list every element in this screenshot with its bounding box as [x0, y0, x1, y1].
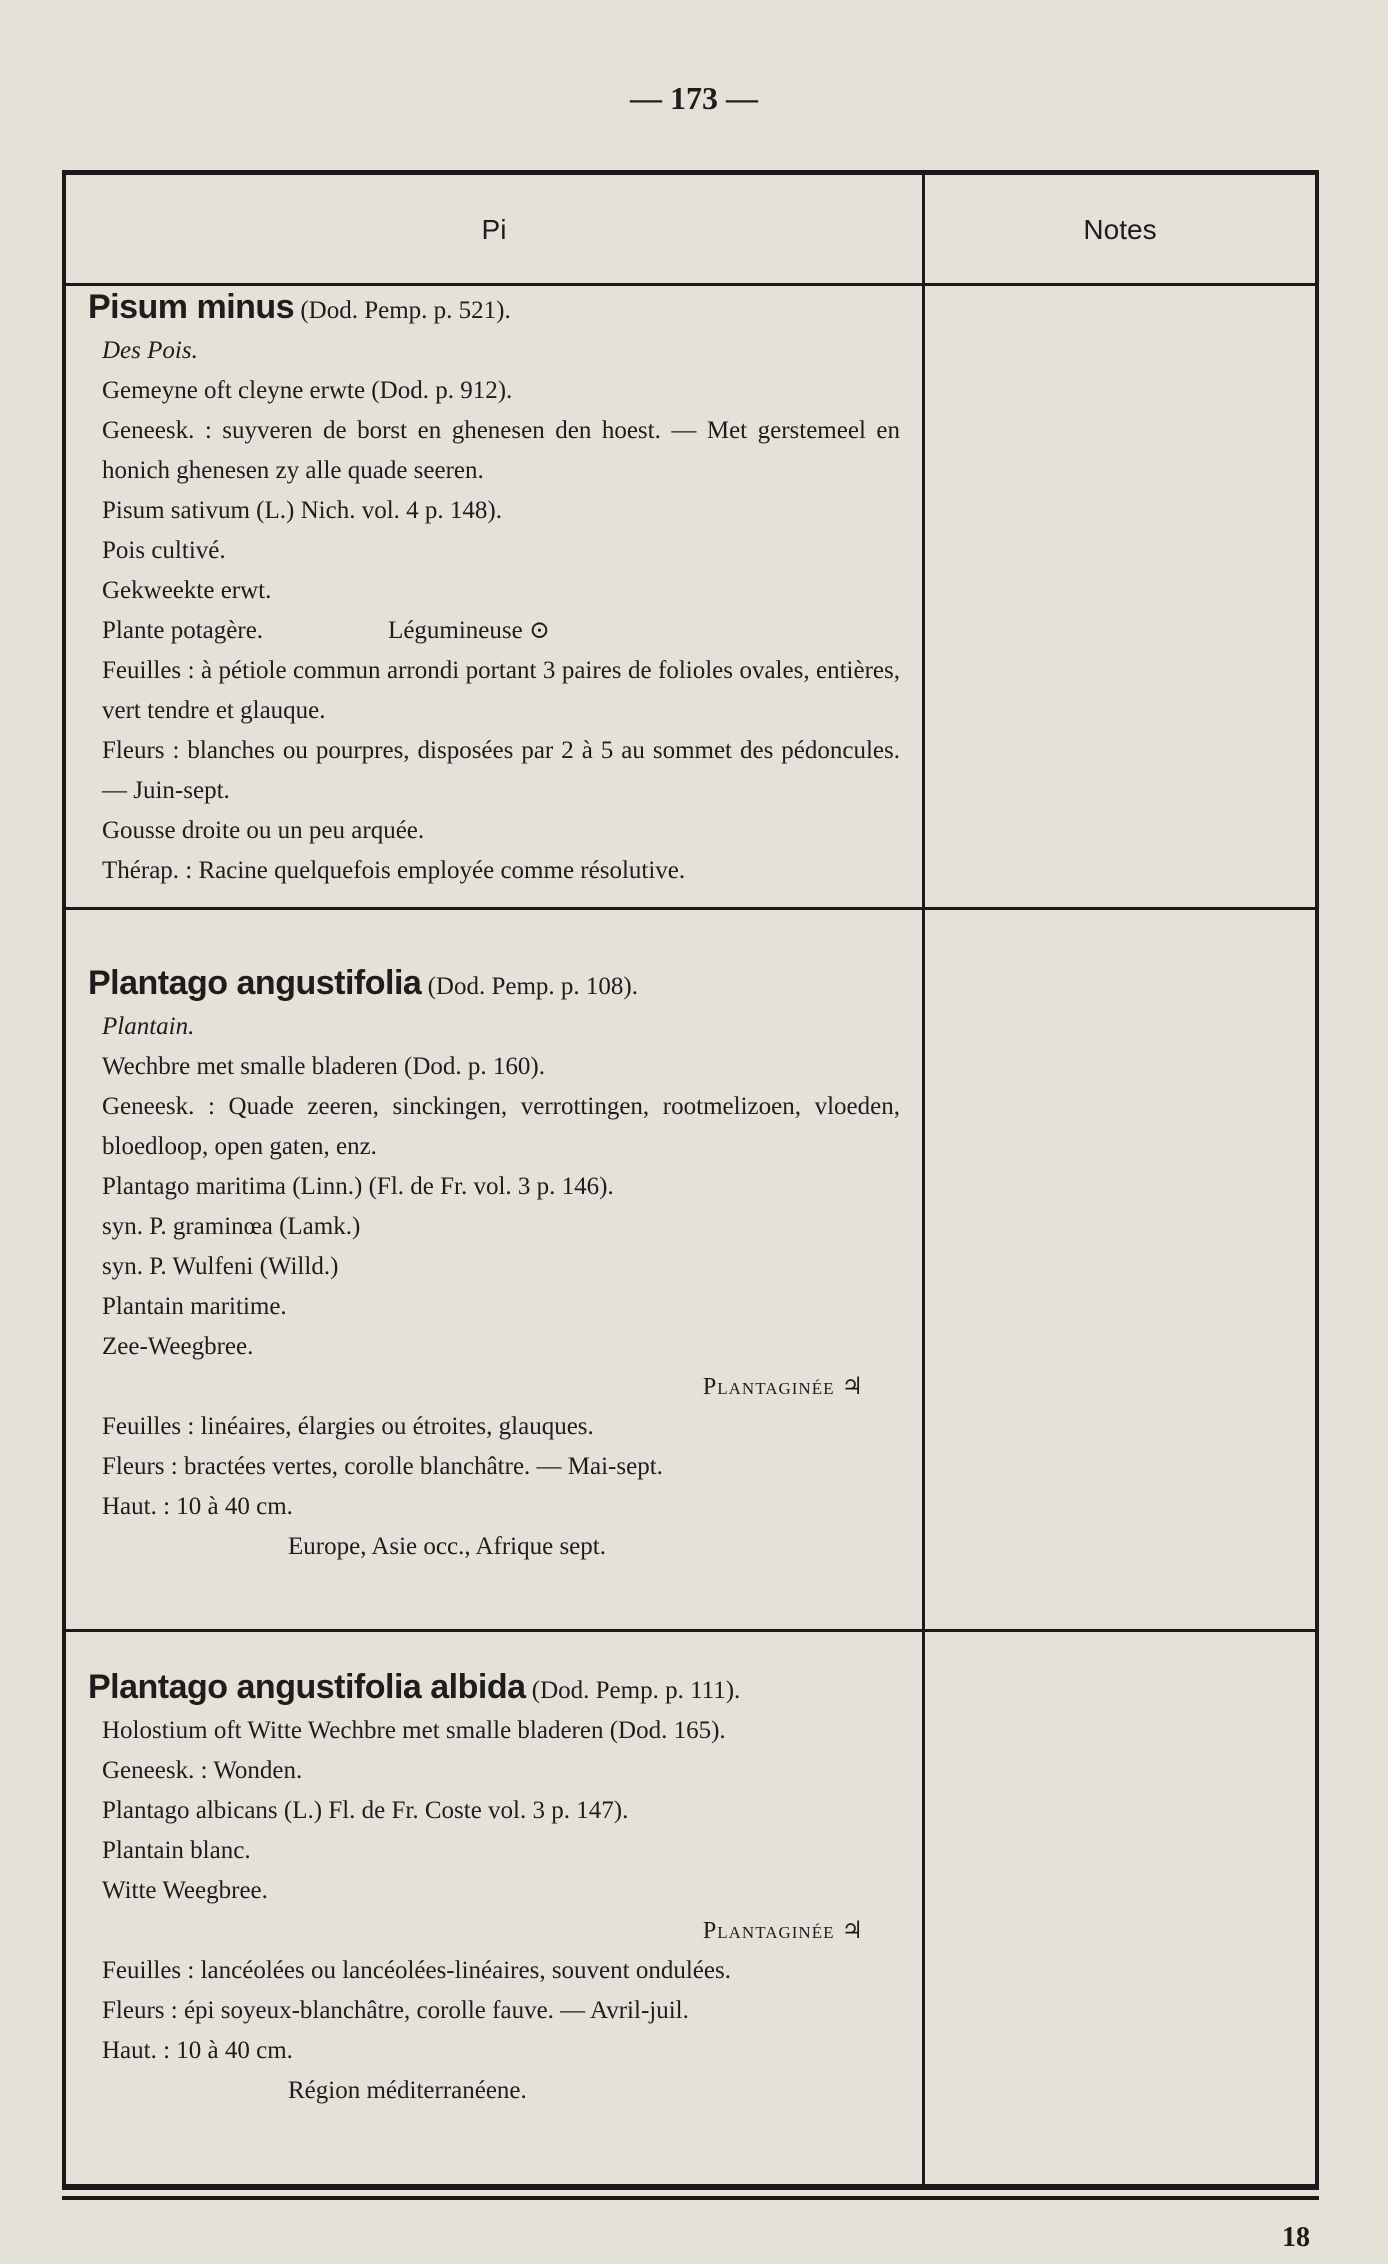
entry-line: Haut. : 10 à 40 cm. [102, 2037, 293, 2064]
entry-line: Pisum sativum (L.) Nich. vol. 4 p. 148). [102, 497, 502, 524]
header-rule [66, 283, 1315, 286]
entry-line: Holostium oft Witte Wechbre met smalle bladeren (Dod. 165). [102, 1717, 726, 1744]
species-reference: (Dod. Pemp. p. 521). [300, 297, 511, 324]
column-header-notes: Notes [1083, 214, 1157, 245]
entry-line: Europe, Asie occ., Afrique sept. [288, 1533, 606, 1560]
entry-line: Plantago albicans (L.) Fl. de Fr. Coste vol. 3 p. 147). [102, 1797, 629, 1824]
entry-line: Geneesk. : Quade zeeren, sinckingen, verrottingen, rootmelizoen, vloeden, bloedloop, open gaten, enz. [102, 1093, 907, 1160]
entry-line: Feuilles : lancéolées ou lancéolées-linéaires, souvent ondulées. [102, 1957, 731, 1984]
entry-plantago-angustifolia-albida [88, 1667, 900, 2111]
entry-line: Région méditerranéene. [288, 2077, 527, 2104]
entry-line: Plante potagère. Légumineuse ⊙ [102, 617, 550, 644]
species-reference: (Dod. Pemp. p. 111). [531, 1677, 741, 1704]
entry-line: Plantaginée ♃ [702, 1918, 864, 1944]
column-divider [922, 175, 925, 2184]
entry-line: syn. P. Wulfeni (Willd.) [102, 1253, 339, 1280]
entry-line: Plantaginée ♃ [702, 1374, 864, 1400]
entry-line: syn. P. graminœa (Lamk.) [102, 1213, 361, 1240]
column-header-pi: Pi [481, 214, 507, 245]
entry-line: Pois cultivé. [102, 537, 226, 564]
entry-line: Fleurs : bractées vertes, corolle blanchâtre. — Mai-sept. [102, 1453, 663, 1480]
entry-line: Feuilles : à pétiole commun arrondi portant 3 paires de folioles ovales, entières, vert tendre et glauque. [102, 657, 907, 724]
entry-pisum-minus [88, 287, 907, 891]
entry-line: Fleurs : épi soyeux-blanchâtre, corolle fauve. — Avril-juil. [102, 1997, 689, 2024]
entry-rule [66, 907, 1315, 910]
entry-line: Wechbre met smalle bladeren (Dod. p. 160). [102, 1053, 545, 1080]
species-name: Plantago angustifolia albida [88, 1668, 526, 1706]
page-number: — 173 — [630, 80, 758, 116]
signature-mark: 18 [1282, 2222, 1310, 2253]
species-reference: (Dod. Pemp. p. 108). [427, 973, 638, 1000]
entry-title [88, 287, 900, 331]
species-name: Pisum minus [88, 288, 295, 326]
entry-line: Plantago maritima (Linn.) (Fl. de Fr. vol. 3 p. 146). [102, 1173, 614, 1200]
entry-rule [66, 1629, 1315, 1632]
entry-line: Witte Weegbree. [102, 1877, 268, 1904]
entry-line: Fleurs : blanches ou pourpres, disposées par 2 à 5 au sommet des pédoncules. — Juin-sept. [102, 737, 907, 804]
entry-title [88, 963, 900, 1007]
entry-line: Geneesk. : Wonden. [102, 1757, 303, 1784]
entry-line: Zee-Weegbree. [102, 1333, 254, 1360]
entry-line: Thérap. : Racine quelquefois employée comme résolutive. [102, 857, 686, 884]
species-name: Plantago angustifolia [88, 964, 422, 1002]
entry-line: Plantain maritime. [102, 1293, 287, 1320]
entries-table [62, 170, 1319, 2190]
entry-plantago-angustifolia [88, 963, 907, 1567]
entry-line: Gousse droite ou un peu arquée. [102, 817, 425, 844]
entry-line: Feuilles : linéaires, élargies ou étroites, glauques. [102, 1413, 594, 1440]
footer-rule [62, 2196, 1319, 2200]
entry-line: Geneesk. : suyveren de borst en ghenesen den hoest. — Met gerstemeel en honich ghenesen zy alle quade seeren. [102, 417, 907, 484]
entry-line: Des Pois. [102, 337, 198, 364]
entry-line: Haut. : 10 à 40 cm. [102, 1493, 293, 1520]
entry-line: Plantain blanc. [102, 1837, 251, 1864]
entry-title [88, 1667, 900, 1711]
entry-line: Gemeyne oft cleyne erwte (Dod. p. 912). [102, 377, 513, 404]
entry-line: Plantain. [102, 1013, 195, 1040]
entry-line: Gekweekte erwt. [102, 577, 272, 604]
